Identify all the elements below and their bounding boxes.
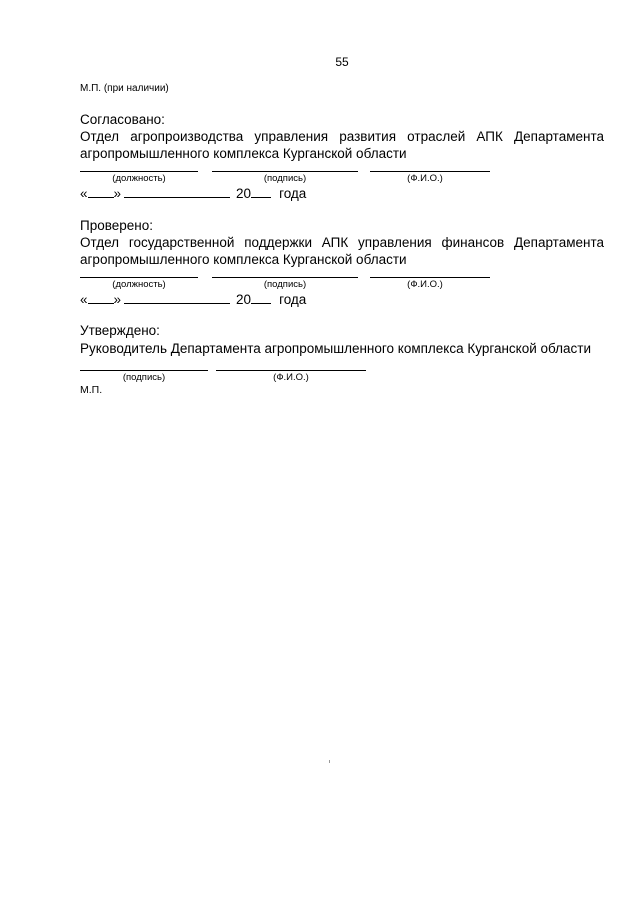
caption-position: (должность) <box>112 173 166 184</box>
year-blank <box>251 185 271 198</box>
section-agreed-body: Отдел агропроизводства управления развития отраслей АПК Департамента агропромышленного комплекса Курганской области <box>80 129 604 161</box>
month-blank <box>124 185 230 198</box>
caption-full-name: (Ф.И.О.) <box>407 173 443 184</box>
date-line <box>80 291 306 307</box>
section-approved-heading: Утверждено: <box>80 323 160 338</box>
signature-line <box>212 277 358 278</box>
signature-line <box>80 370 208 371</box>
year-blank <box>251 291 271 304</box>
date-close-quote: » <box>113 186 122 201</box>
full-name-line <box>370 277 490 278</box>
date-open-quote: « <box>80 186 88 201</box>
year-word: года <box>279 292 307 307</box>
position-signature-line <box>80 277 198 278</box>
page-number: 55 <box>335 55 349 69</box>
year-prefix: 20 <box>236 292 252 307</box>
signature-line <box>212 171 358 172</box>
date-open-quote: « <box>80 292 88 307</box>
section-approved-body: Руководитель Департамента агропромышленного комплекса Курганской области <box>80 341 592 356</box>
scan-artifact <box>329 760 330 763</box>
year-word: года <box>279 186 307 201</box>
caption-position: (должность) <box>112 279 166 290</box>
final-stamp: М.П. <box>80 384 103 396</box>
caption-signature: (подпись) <box>263 173 307 184</box>
date-line <box>80 185 306 201</box>
full-name-line <box>216 370 366 371</box>
position-signature-line <box>80 171 198 172</box>
day-blank <box>88 185 114 198</box>
year-prefix: 20 <box>236 186 252 201</box>
caption-signature: (подпись) <box>263 279 307 290</box>
date-close-quote: » <box>113 292 122 307</box>
month-blank <box>124 291 230 304</box>
caption-full-name: (Ф.И.О.) <box>273 372 309 383</box>
day-blank <box>88 291 114 304</box>
full-name-line <box>370 171 490 172</box>
section-checked-body: Отдел государственной поддержки АПК управления финансов Департамента агропромышленного комплекса Курганской области <box>80 235 604 267</box>
caption-signature: (подпись) <box>122 372 166 383</box>
caption-full-name: (Ф.И.О.) <box>407 279 443 290</box>
section-agreed-heading: Согласовано: <box>80 112 165 127</box>
stamp-note: М.П. (при наличии) <box>80 83 169 94</box>
section-checked-heading: Проверено: <box>80 218 153 233</box>
